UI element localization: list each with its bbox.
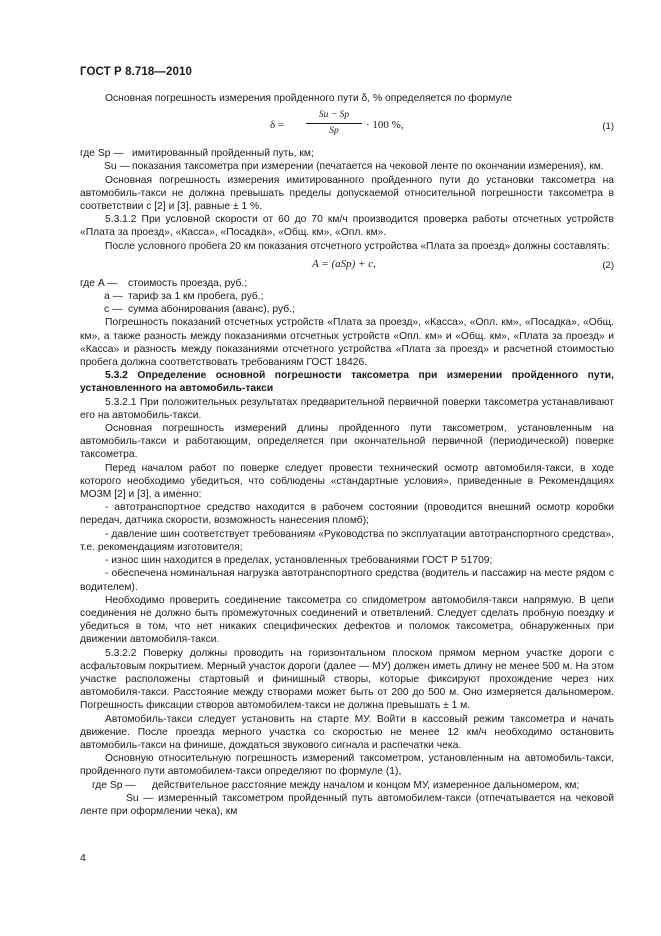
list-item: - обеспечена номинальная нагрузка автотранспортного средства (водитель и пассажир на месте рядом с водителем). [80,568,614,593]
definition-sp-2 [80,779,614,792]
definition-c [80,303,614,316]
standard-header: ГОСТ Р 8.718—2010 [80,66,192,78]
definition-term: где Sp — [80,148,124,160]
definition-term: Su — [104,161,130,173]
formula-1-lhs: δ = [270,119,285,132]
paragraph: После условного пробега 20 км показания отсчетного устройства «Плата за проезд» должны составлять: [105,240,610,252]
definition-sp [80,147,614,160]
definition-term: где Sp — [92,779,136,791]
definition-text: показания таксометра при измерении (печатается на чековой ленте по окончании измерения), км. [132,161,604,173]
formula-2-expression: A = (aSp) + c, [312,257,376,270]
formula-1-denominator: Sp [329,126,339,137]
formula-1-fraction [306,109,362,138]
paragraph: Основная погрешность измерений длины пройденного пути таксометром, установленным на автомобиль-такси и работающим, определяется при окончательной первичной (периодической) поверке таксометра. [80,423,614,461]
paragraph: Автомобиль-такси следует установить на старте МУ. Войти в кассовый режим таксометра и начать движение. После проезда мерного участка со скоростью не менее 12 км/ч необходимо остановить автомобиль-такси на финише, дождаться звукового сигнала и распечатки чека. [80,713,614,751]
list-item: - давление шин соответствует требованиям «Руководства по эксплуатации автотранспортного средства», т.е. рекомендациям изготовителя; [80,528,614,553]
definition-su [80,160,614,173]
formula-1-number: (1) [602,121,614,133]
definition-text: имитированный пройденный путь, км; [132,148,314,160]
definition-term: a — [104,291,123,303]
definition-a-upper [80,277,614,290]
paragraph: Погрешность показаний отсчетных устройств «Плата за проезд», «Касса», «Опл. км», «Посадка», «Общ. км», а также разность между показаниями отсчетных устройств «Опл. км» и «Общ. км», «Плата за проезд» и «Касса» и разность между показаниями отсчетного устройства «Плата за проезд» и расчетной стоимостью пробега должна соответствовать требованиям ГОСТ 18426. [80,317,614,369]
page-content [80,92,614,818]
definition-term: c — [104,304,123,316]
definition-text: сумма абонирования (аванс), руб.; [128,304,295,316]
formula-1-rhs: · 100 %, [366,119,404,132]
paragraph: Необходимо проверить соединение таксометра со спидометром автомобиля-такси напрямую. В цепи соединения не должно быть промежуточных соединений и ответвлений. Следует сделать пробную поездку и убедиться в том, что нет никаких специфических дефектов и поломок таксометра, обнаруженных при движении автомобиля-такси. [80,594,614,646]
formula-2-number: (2) [602,259,614,271]
paragraph-5-3-1-2: 5.3.1.2 При условной скорости от 60 до 70 км/ч производится проверка работы отсчетных устройств «Плата за проезд», «Касса», «Посадка», «Общ. км», «Опл. км». [80,214,614,239]
definition-text: стоимость проезда, руб.; [128,277,248,289]
list-item: - автотранспортное средство находится в рабочем состоянии (проводится внешний осмотр коробки передач, датчика скорости, возможность нанесения пломб); [80,502,614,527]
definition-su-2 [80,792,614,818]
definition-term: где A — [80,277,118,289]
paragraph: Основная погрешность измерения имитированного пройденного пути до установки таксометра на автомобиль-такси не должна превышать пределы допускаемой относительной погрешности таксометра в соответствии с [2] и [3], равные ± 1 %. [80,174,614,213]
definition-text: измеренный таксометром пройденный путь автомобилем-такси (отпечатывается на чековой ленте при оформлении чека), км [80,792,614,817]
list-item: - износ шин находится в пределах, установленных требованиями ГОСТ Р 51709; [105,555,493,567]
page-number: 4 [80,852,86,864]
formula-2 [80,253,614,277]
formula-1-numerator: Su − Sp [306,109,362,124]
definition-text: тариф за 1 км пробега, руб.; [128,291,264,303]
definition-term: Su — [126,792,154,804]
intro-paragraph: Основная погрешность измерения пройденного пути δ, % определяется по формуле [105,93,513,104]
definition-text: действительное расстояние между началом и концом МУ, измеренное дальномером, км; [152,779,580,791]
paragraph-5-3-2-2: 5.3.2.2 Поверку должны проводить на горизонтальном плоском прямом мерном участке дороги с асфальтовым покрытием. Мерный участок дороги (далее — МУ) должен иметь длину не менее 500 м. На этом участке расположены стартовый и финишный створы, которые фиксируют прохождение через них автомобиля-такси. Расстояние между створами может быть от 200 до 500 м. Оно измеряется дальномером. Погрешность фиксации створов автомобилем-такси не должна превышать ± 1 м. [80,647,614,712]
paragraph-5-3-2-1: 5.3.2.1 При положительных результатах предварительной первичной поверки таксометра устанавливают его на автомобиль-такси. [80,396,614,421]
paragraph: Основную относительную погрешность измерений таксометром, установленным на автомобиль-такси, пройденного пути автомобилем-такси определяют по формуле (1), [80,753,614,778]
definition-a-lower [80,290,614,303]
section-heading-5-3-2: 5.3.2 Определение основной погрешности таксометра при измерении пройденного пути, установленного на автомобиль-такси [80,370,614,395]
paragraph: Перед началом работ по поверке следует провести технический осмотр автомобиля-такси, в ходе которого необходимо убедиться, что соблюдены «стандартные условия», приведенные в Рекомендациях МОЗМ [2] и [3], а именно: [80,462,614,501]
formula-1 [80,109,614,143]
